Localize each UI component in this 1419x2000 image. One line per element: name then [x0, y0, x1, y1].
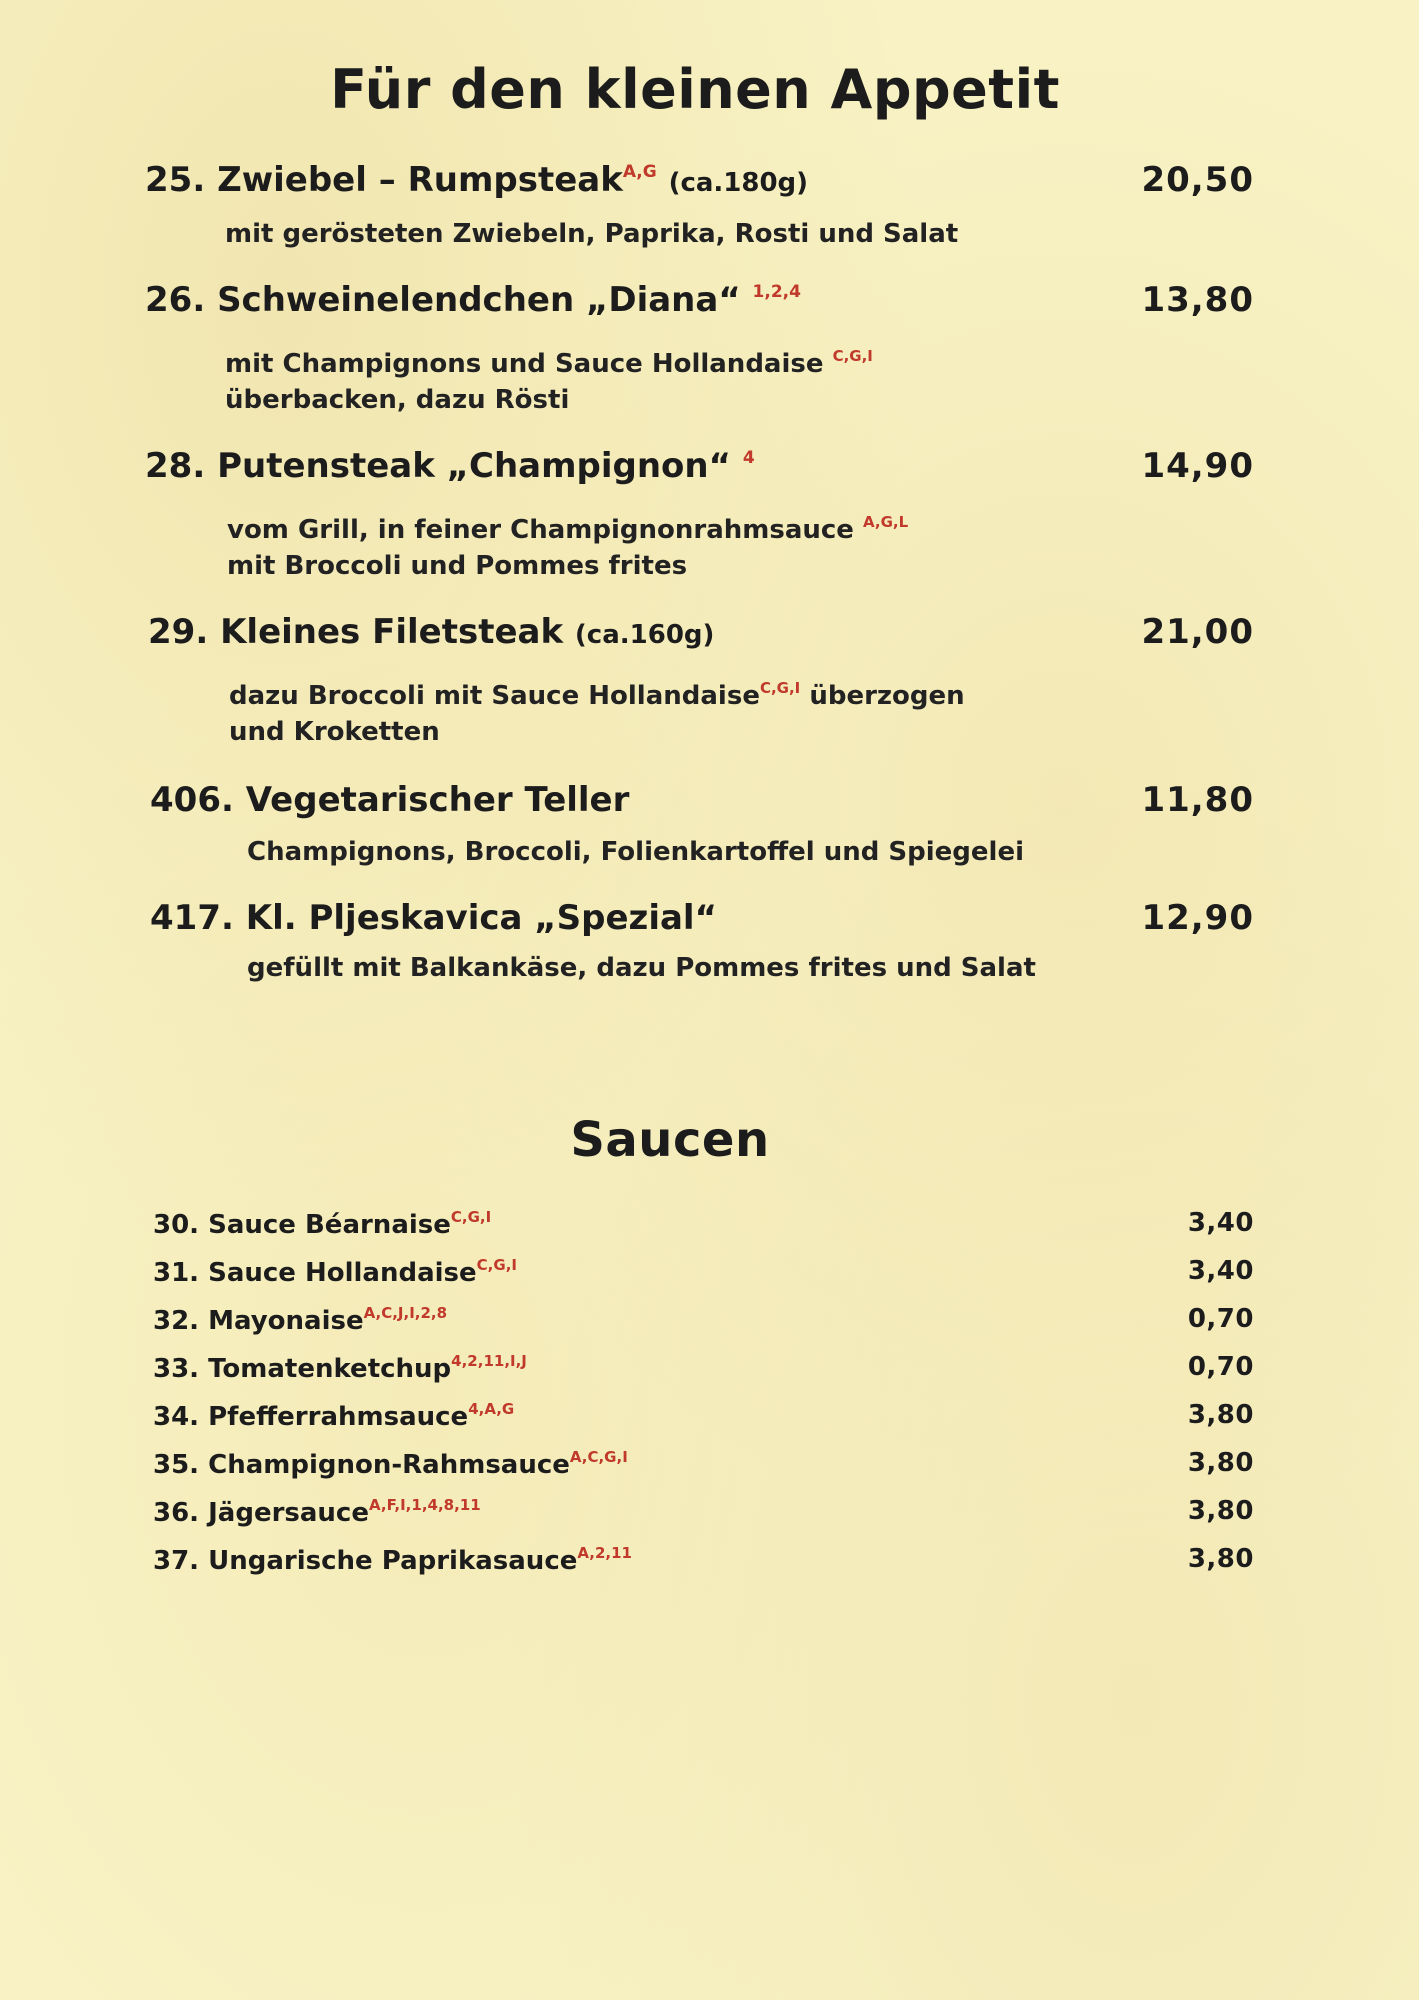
sauce-name-text: 32. Mayonaise — [153, 1306, 364, 1336]
sauce-price: 3,80 — [1187, 1544, 1254, 1574]
sauce-name — [153, 1496, 481, 1528]
allergen-codes: A,C,G,I — [569, 1448, 628, 1466]
sauce-name — [153, 1256, 517, 1288]
sauce-item — [0, 1544, 1419, 1590]
allergen-codes: C,G,I — [759, 679, 801, 697]
dish-price: 11,80 — [1141, 780, 1254, 820]
dish-price: 20,50 — [1141, 160, 1254, 200]
sauce-name — [153, 1400, 514, 1432]
dish-description: mit Broccoli und Pommes frites — [227, 551, 688, 581]
dish-price: 14,90 — [1141, 446, 1254, 486]
sauce-price: 3,40 — [1187, 1256, 1254, 1286]
sauce-name-text: 37. Ungarische Paprikasauce — [153, 1546, 578, 1576]
allergen-codes: 1,2,4 — [752, 282, 801, 302]
sauce-price: 3,40 — [1187, 1208, 1254, 1238]
allergen-codes: A,G — [622, 162, 657, 182]
sauce-name-text: 30. Sauce Béarnaise — [153, 1210, 451, 1240]
dish-name — [145, 160, 808, 200]
allergen-codes: C,G,I — [476, 1256, 517, 1274]
allergen-codes: 4,2,11,I,J — [451, 1352, 527, 1370]
dish-description: und Kroketten — [229, 717, 440, 747]
sauce-item — [0, 1304, 1419, 1350]
dish-name: 417. Kl. Pljeskavica „Spezial“ — [150, 898, 717, 938]
sauce-price: 3,80 — [1187, 1496, 1254, 1526]
sauce-item — [0, 1496, 1419, 1542]
sauce-item — [0, 1400, 1419, 1446]
sauce-name — [153, 1352, 527, 1384]
allergen-codes: A,C,J,I,2,8 — [363, 1304, 448, 1322]
sauce-price: 3,80 — [1187, 1448, 1254, 1478]
dish-name-text: 29. Kleines Filetsteak — [148, 612, 564, 652]
sauce-name-text: 36. Jägersauce — [153, 1498, 369, 1528]
dish-price: 21,00 — [1141, 612, 1254, 652]
sauce-name — [153, 1448, 628, 1480]
dish-name-text: 28. Putensteak „Champignon“ — [145, 446, 731, 486]
allergen-codes: C,G,I — [832, 347, 873, 365]
sauce-item — [0, 1256, 1419, 1302]
dish-price: 13,80 — [1141, 280, 1254, 320]
allergen-codes: A,G,L — [862, 513, 909, 531]
sauce-price: 0,70 — [1187, 1352, 1254, 1382]
dish-description-tail: überzogen — [809, 681, 965, 711]
dish-name-text: 25. Zwiebel – Rumpsteak — [145, 160, 623, 200]
sauce-name-text: 35. Champignon-Rahmsauce — [153, 1450, 570, 1480]
section-title-saucen: Saucen — [570, 1112, 770, 1168]
sauce-item — [0, 1352, 1419, 1398]
dish-name-text: 26. Schweinelendchen „Diana“ — [145, 280, 741, 320]
sauce-price: 0,70 — [1187, 1304, 1254, 1334]
sauce-name — [153, 1208, 491, 1240]
sauce-name-text: 34. Pfefferrahmsauce — [153, 1402, 469, 1432]
dish-weight: (ca.180g) — [668, 168, 809, 198]
sauce-name — [153, 1544, 632, 1576]
allergen-codes: 4 — [742, 448, 755, 468]
dish-description: gefüllt mit Balkankäse, dazu Pommes frites und Salat — [247, 953, 1036, 983]
dish-description: Champignons, Broccoli, Folienkartoffel und Spiegelei — [247, 837, 1025, 867]
dish-name: 406. Vegetarischer Teller — [150, 780, 630, 820]
dish-description-text: vom Grill, in feiner Champignonrahmsauce — [227, 515, 854, 545]
section-title-appetit: Für den kleinen Appetit — [330, 58, 1060, 121]
allergen-codes: A,F,I,1,4,8,11 — [368, 1496, 481, 1514]
sauce-price: 3,80 — [1187, 1400, 1254, 1430]
allergen-codes: A,2,11 — [577, 1544, 632, 1562]
sauce-item — [0, 1208, 1419, 1254]
sauce-name-text: 33. Tomatenketchup — [153, 1354, 452, 1384]
dish-weight: (ca.160g) — [574, 620, 715, 650]
allergen-codes: C,G,I — [450, 1208, 492, 1226]
dish-description-text: dazu Broccoli mit Sauce Hollandaise — [229, 681, 760, 711]
allergen-codes: 4,A,G — [468, 1400, 515, 1418]
dish-name — [148, 612, 714, 652]
dish-name — [145, 280, 801, 320]
sauce-item — [0, 1448, 1419, 1494]
dish-description: überbacken, dazu Rösti — [225, 385, 570, 415]
sauce-name — [153, 1304, 447, 1336]
dish-name — [145, 446, 755, 486]
dish-description-text: mit Champignons und Sauce Hollandaise — [225, 349, 824, 379]
dish-description: mit gerösteten Zwiebeln, Paprika, Rosti und Salat — [225, 219, 959, 249]
sauce-name-text: 31. Sauce Hollandaise — [153, 1258, 477, 1288]
dish-price: 12,90 — [1141, 898, 1254, 938]
